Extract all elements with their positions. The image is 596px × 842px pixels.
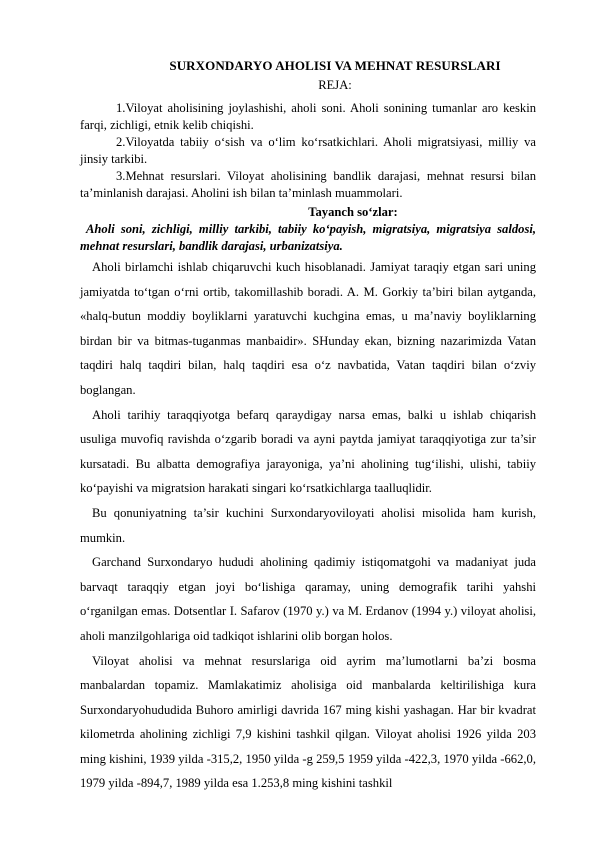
body-text [80,255,536,796]
plan-item: 1.Viloyat aholisining joylashishi, aholi soni. Aholi sonining tumanlar aro keskin farqi, zichligi, etnik kelib chiqishi. [80,101,536,132]
keywords-text: Aholi soni, zichligi, milliy tarkibi, tabiiy ko‘payish, migratsiya, migratsiya saldosi, mehnat resurslari, bandlik darajasi, urbanizatsiya. [80,222,536,253]
paragraph: Garchand Surxondaryo hududi aholining qadimiy istiqomatgohi va madaniyat juda barvaqt taraqqiy etgan joyi bo‘lishiga qaramay, uning demografik tarihi yahshi o‘rganilgan emas. Dotsentlar I. Safarov (1970 y.) va M. Erdanov (1994 y.) viloyat aholisi, aholi manzilgohlariga oid tadkiqot ishlarini olib borgan holos. [80,555,536,643]
plan-heading: REJA: [318,78,352,92]
keywords-heading: Tayanch so‘zlar: [308,205,398,219]
plan-item: 3.Mehnat resurslari. Viloyat aholisining bandlik darajasi, mehnat resursi bilan ta’minlanish darajasi. Aholini ish bilan ta’minlash muammolari. [80,169,536,200]
paragraph: Aholi birlamchi ishlab chiqaruvchi kuch hisoblanadi. Jamiyat taraqiy etgan sari uning jamiyatda to‘tgan o‘rni ortib, takomillashib boradi. A. M. Gorkiy ta’biri bilan aytganda, «halq-butun moddiy boyliklarni yaratuvchi kuchgina emas, u ma’naviy boyliklarning birdan bir va bitmas-tuganmas manbaidir». SHunday ekan, bizning nazarimizda Vatan taqdiri halq taqdiri bilan, halq taqdiri esa o‘z navbatida, Vatan taqdiri bilan o‘zviy boglangan. [80,260,536,397]
paragraph: Viloyat aholisi va mehnat resurslariga oid ayrim ma’lumotlarni ba’zi bosma manbalardan topamiz. Mamlakatimiz aholisiga oid manbalarda keltirilishiga kura Surxondaryohududida Buhoro amirligi davrida 167 ming kishi yashagan. Har bir kvadrat kilometrda aholining zichligi 7,9 kishini tashkil qilgan. Viloyat aholisi 1926 yilda 203 ming kishini, 1939 yilda -315,2, 1950 yilda -g 259,5 1959 yilda -422,3, 1970 yilda -662,0, 1979 yilda -894,7, 1989 yilda esa 1.253,8 ming kishini tashkil [80,653,536,791]
paragraph: Bu qonuniyatning ta’sir kuchini Surxondaryoviloyati aholisi misolida ham kurish, mumkin. [80,505,536,545]
document-title: SURXONDARYO AHOLISI VA MEHNAT RESURSLARI [169,58,501,73]
plan-list [80,100,536,202]
paragraph: Aholi tarihiy taraqqiyotga befarq qaraydigay narsa emas, balki u ishlab chiqarish usuliga muvofiq ravishda o‘zgarib boradi va ayni paytda jamiyat taraqqiyotiga zur ta’sir kursatadi. Bu albatta demografiya jarayoniga, ya’ni aholining tug‘ilishi, ulishi, tabiiy ko‘payishi va migratsion harakati singari ko‘rsatkichlarga taalluqlidir. [80,407,536,496]
plan-item: 2.Viloyatda tabiiy o‘sish va o‘lim ko‘rsatkichlari. Aholi migratsiyasi, milliy va jinsiy tarkibi. [80,135,536,166]
